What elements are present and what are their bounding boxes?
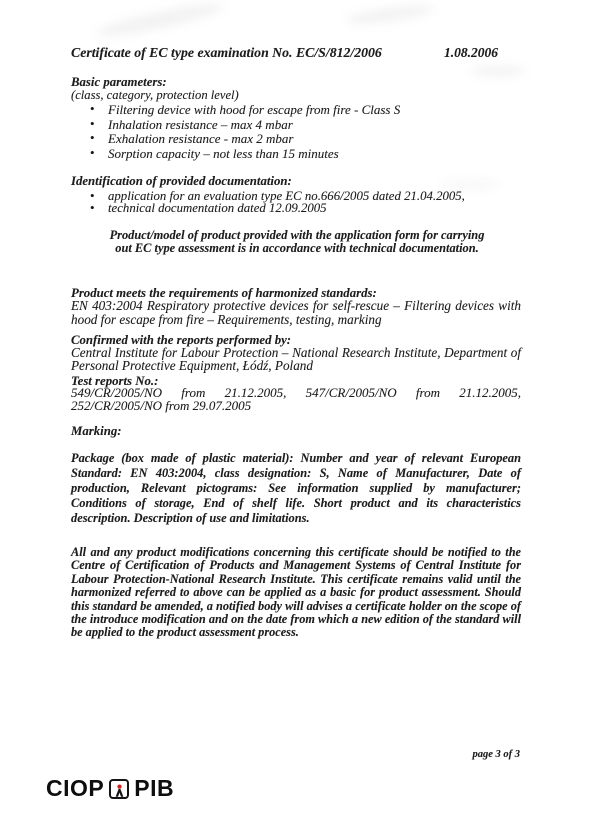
test-reports-heading: Test reports No.: xyxy=(71,374,159,388)
page-number: page 3 of 3 xyxy=(472,749,520,760)
basic-parameters-subheading: (class, category, protection level) xyxy=(71,88,239,102)
list-item-text: Exhalation resistance - max 2 mbar xyxy=(108,131,294,147)
list-item-text: technical documentation dated 12.09.2005 xyxy=(108,200,327,215)
modifications-note: All and any product modifications concerning this certificate should be notified to the Centre of Certification of Products and Management Systems of Central Institute for Labour Protection-National Research Institute. This certificate remains valid until the harmonized referred to above can be applied as a basic for product assessment. Should this standard be amended, a notified body will advises a certificate holder on the scope of the introduce modification and on the date from which a new edition of the standard will be applied to the product assessment process. xyxy=(71,545,521,640)
list-item xyxy=(71,147,523,162)
logo-text-pib: PIB xyxy=(134,775,175,801)
scan-smudge xyxy=(345,2,436,27)
list-item xyxy=(71,132,523,147)
bullet-icon: • xyxy=(90,199,95,215)
list-item-text: Sorption capacity – not less than 15 minutes xyxy=(108,146,339,162)
confirmed-heading: Confirmed with the reports performed by: xyxy=(71,333,292,347)
list-item-text: Inhalation resistance – max 4 mbar xyxy=(108,116,293,132)
scan-smudge xyxy=(470,66,525,76)
standards-heading: Product meets the requirements of harmonized standards: xyxy=(71,286,377,300)
scan-smudge xyxy=(95,0,225,41)
test-reports-body: 549/CR/2005/NO from 21.12.2005, 547/CR/2005/NO from 21.12.2005, 252/CR/2005/NO from 29.07.2005 xyxy=(71,385,521,413)
bullet-icon: • xyxy=(90,101,95,116)
standards-body: EN 403:2004 Respiratory protective devices for self-rescue – Filtering devices with hood for escape from fire – Requirements, testing, marking xyxy=(71,298,521,327)
list-item xyxy=(71,115,523,133)
document-date: 1.08.2006 xyxy=(444,45,498,60)
document-title: Certificate of EC type examination No. EC/S/812/2006 xyxy=(71,45,382,60)
list-item-text: application for an evaluation type EC no.666/2005 dated 21.04.2005, xyxy=(108,189,465,203)
person-in-box-icon xyxy=(109,779,129,799)
list-item xyxy=(71,199,523,215)
bullet-icon: • xyxy=(90,130,95,146)
marking-heading: Marking: xyxy=(71,424,122,438)
bullet-icon: • xyxy=(90,188,95,203)
confirmed-body: Central Institute for Labour Protection – National Research Institute, Department of Personal Protective Equipment, Łódź, Poland xyxy=(71,345,521,374)
conformity-note: Product/model of product provided with the application form for carrying out EC type assessment is in accordance with technical documentation. xyxy=(109,228,485,256)
basic-parameters-heading: Basic parameters: xyxy=(71,75,167,89)
bullet-icon: • xyxy=(90,145,95,161)
marking-body: Package (box made of plastic material): Number and year of relevant European Standard: EN 403:2004, class designation: S, Name of Manufacturer, Date of production, Relevant pictograms: See information supplied by manufacturer; Conditions of storage, End of shelf life. Short product and its characteristics description. Description of use and limitations. xyxy=(71,451,521,526)
identification-list xyxy=(71,188,523,215)
bullet-icon: • xyxy=(90,115,95,131)
list-item-text: Filtering device with hood for escape from fire - Class S xyxy=(108,102,401,117)
basic-parameters-list xyxy=(71,103,523,162)
ciop-pib-logo xyxy=(46,775,174,802)
identification-heading: Identification of provided documentation: xyxy=(71,174,292,188)
logo-text-ciop: CIOP xyxy=(46,775,105,801)
list-item xyxy=(71,103,523,118)
